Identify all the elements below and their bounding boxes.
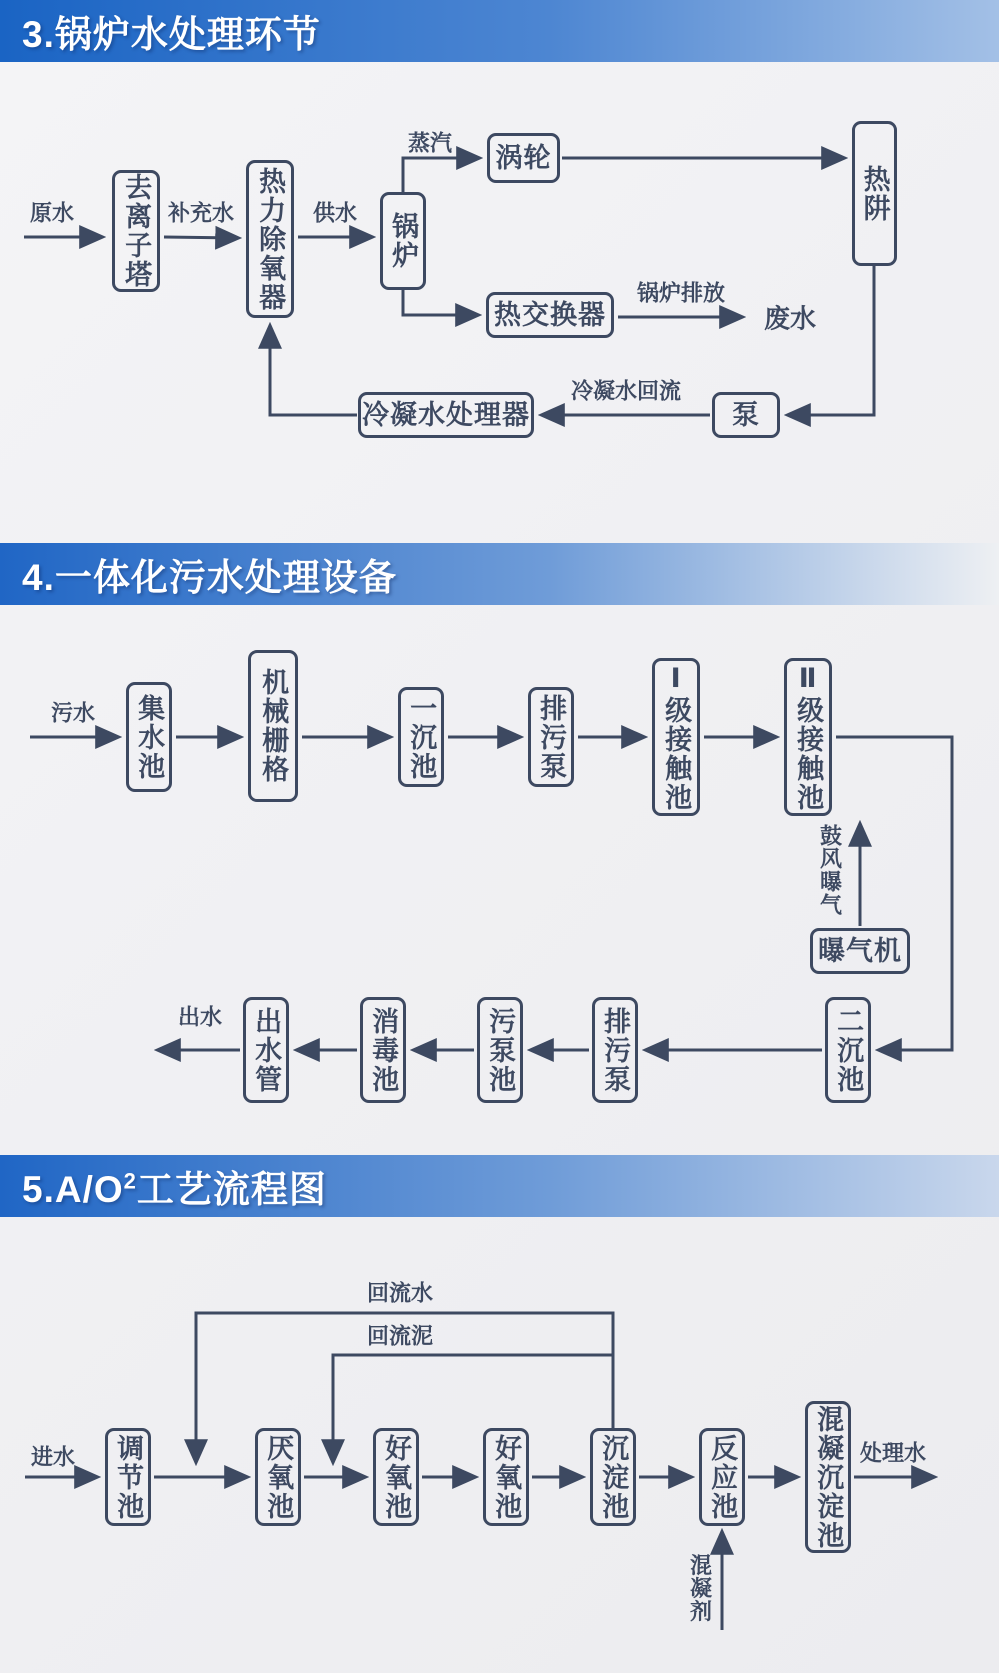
node-reaction-tank: 反应池 [699,1428,745,1526]
label-coagulant: 混凝剂 [687,1553,713,1623]
node-primary-sedimentation-tank: 一沉池 [398,687,444,787]
section-header-boiler-title: 3.锅炉水处理环节 [22,14,321,55]
section-header-ao2 [0,1155,999,1217]
node-boiler: 锅炉 [380,192,426,290]
node-sewage-pump-tank: 污泵池 [477,997,523,1103]
label-inlet-water: 进水 [30,1444,76,1470]
label-condensate-return: 冷凝水回流 [570,378,682,404]
section-header-ao2-title: $5.A/O^2$工艺流程图 [22,1168,327,1210]
section-header-boiler [0,0,999,62]
node-deionization-tower: 去离子塔 [112,170,160,292]
section-header-integrated-title: 4.一体化污水处理设备 [22,557,397,598]
node-mechanical-grid: 机械栅格 [248,650,298,802]
label-raw-water: 原水 [29,200,75,226]
label-steam: 蒸汽 [407,130,453,156]
node-sedimentation-tank: 沉淀池 [590,1428,636,1526]
node-aerator: 曝气机 [810,928,910,974]
node-level-2-contact-tank: Ⅱ级接触池 [784,658,832,816]
node-sewage-discharge-pump-2: 排污泵 [592,997,638,1103]
node-aerobic-tank-2: 好氧池 [483,1428,529,1526]
label-waste-water: 废水 [763,303,817,334]
node-regulating-tank: 调节池 [105,1428,151,1526]
label-blast-aeration: 鼓风曝气 [817,824,843,916]
label-return-sludge: 回流泥 [366,1323,434,1349]
label-treated-water: 处理水 [859,1440,927,1466]
label-sewage-in: 污水 [50,700,96,726]
node-disinfection-tank: 消毒池 [360,997,406,1103]
superscript-2: 2 [123,1168,137,1194]
section-header-integrated [0,543,999,605]
node-heat-exchanger: 热交换器 [486,292,614,338]
label-water-out: 出水 [177,1004,223,1030]
label-boiler-blowdown: 锅炉排放 [636,280,726,306]
node-thermal-deaerator: 热力除氧器 [246,160,294,318]
node-collecting-tank: 集水池 [126,682,172,792]
node-turbine: 涡轮 [487,133,560,183]
diagram3-arrows [25,1313,934,1630]
node-aerobic-tank-1: 好氧池 [373,1428,419,1526]
label-return-water: 回流水 [366,1280,434,1306]
node-secondary-sedimentation-tank: 二沉池 [825,997,871,1103]
node-sewage-discharge-pump-1: 排污泵 [528,687,574,787]
node-level-1-contact-tank: Ⅰ级接触池 [652,658,700,816]
node-condensate-processor: 冷凝水处理器 [358,392,534,438]
node-pump: 泵 [712,392,780,438]
label-supply-water: 供水 [312,200,358,226]
node-heat-sink: 热阱 [852,121,897,266]
node-outlet-pipe: 出水管 [243,997,289,1103]
label-makeup-water: 补充水 [167,200,235,226]
node-coagulation-sedimentation-tank: 混凝沉淀池 [805,1401,851,1553]
node-anaerobic-tank: 厌氧池 [255,1428,301,1526]
